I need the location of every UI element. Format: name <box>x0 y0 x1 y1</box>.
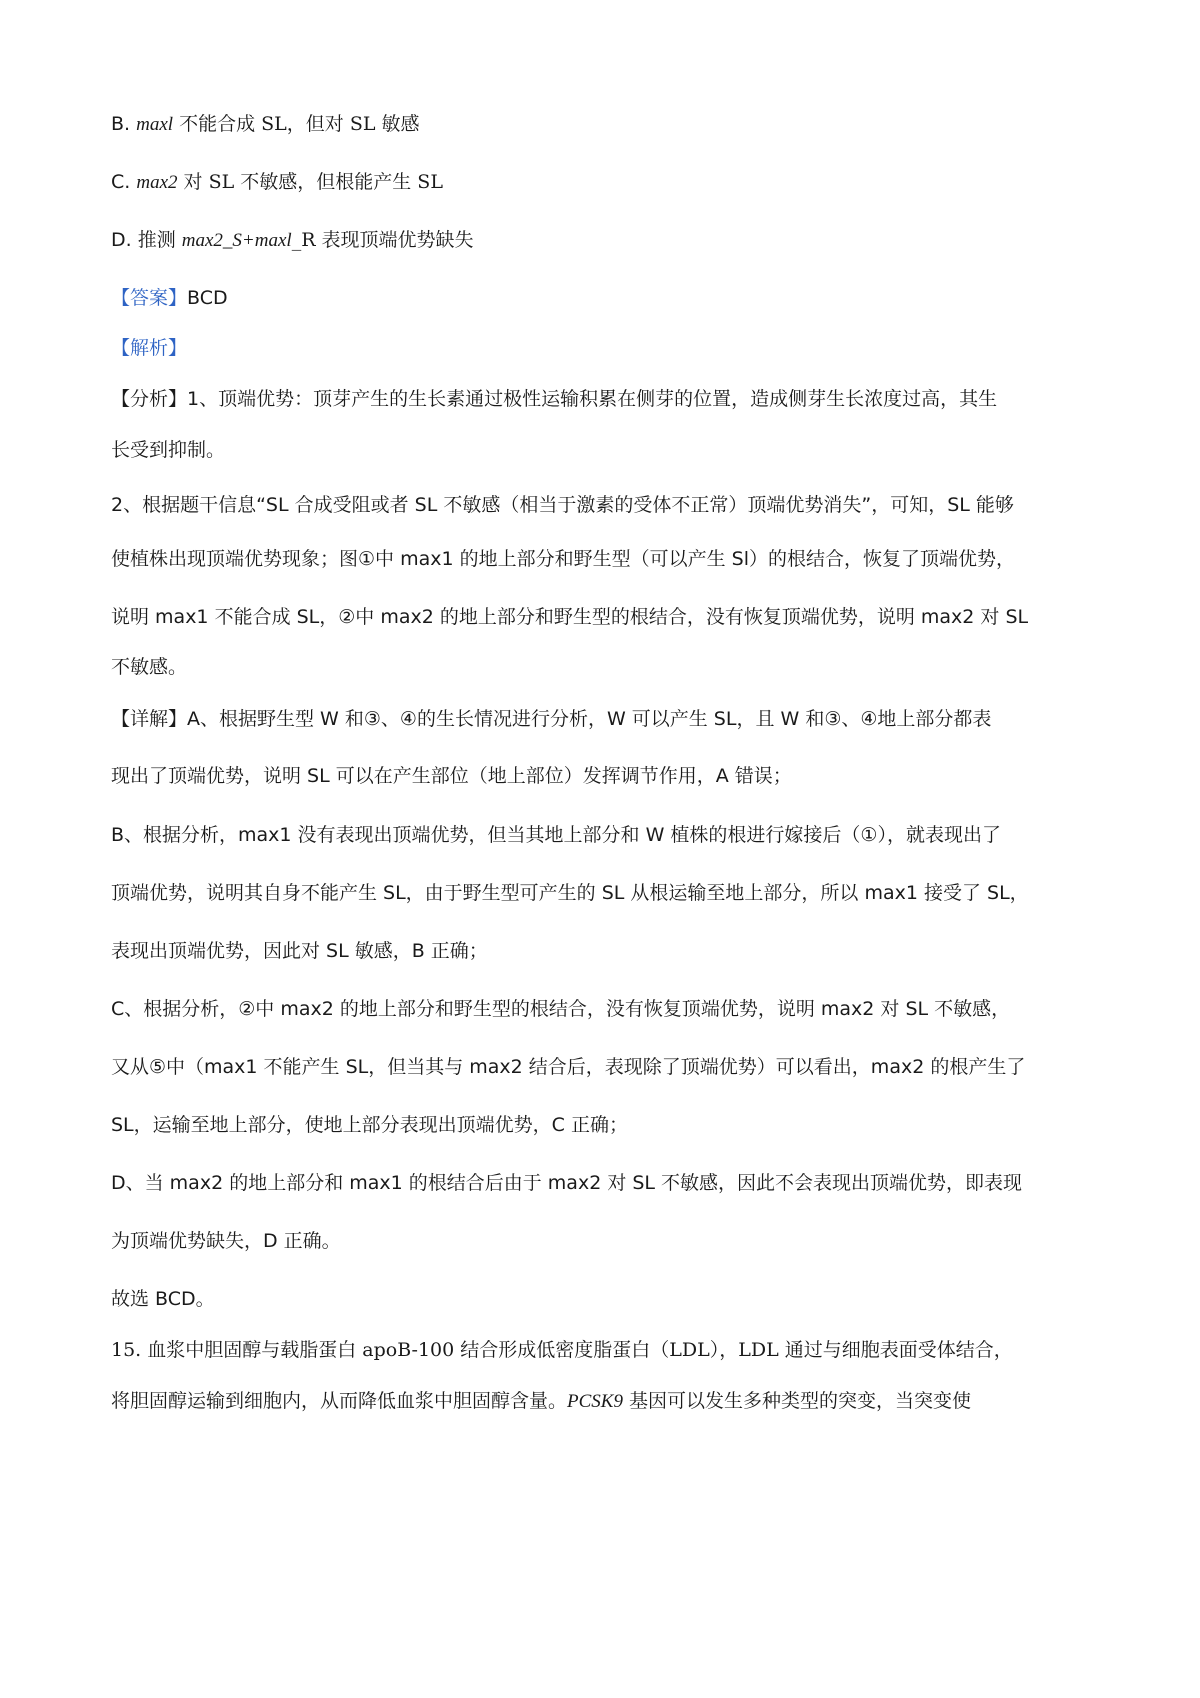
fenxi-line-4 <box>111 545 1111 573</box>
xiangjie-c-line3: SL，运输至地上部分，使地上部分表现出顶端优势，C 正确； <box>111 1114 628 1136</box>
xiangjie-head: 【详解】 <box>111 708 188 730</box>
option-d-text: _R 表现顶端优势缺失 <box>291 229 474 251</box>
xiangjie-line-5 <box>111 937 1111 965</box>
xiangjie-b-line3: 表现出顶端优势，因此对 SL 敏感，B 正确； <box>111 940 488 962</box>
fenxi-line-5 <box>111 603 1111 631</box>
xiangjie-line-9 <box>111 1169 1111 1197</box>
option-d-prefix: D. <box>111 229 138 251</box>
q15-gene-name: PCSK9 <box>567 1391 623 1412</box>
option-d-pre: 推测 <box>137 229 182 251</box>
xiangjie-b-line2: 顶端优势，说明其自身不能产生 SL，由于野生型可产生的 SL 从根运输至地上部分，所以 max1 接受了 SL， <box>111 882 1029 904</box>
xiangjie-d-line2: 为顶端优势缺失，D 正确。 <box>111 1230 341 1252</box>
xiangjie-line-2 <box>111 762 1111 790</box>
xiangjie-line-8 <box>111 1111 1111 1139</box>
xiangjie-line-4 <box>111 879 1111 907</box>
q15-line-1 <box>111 1336 1111 1364</box>
q15-line2-post: 基因可以发生多种类型的突变，当突变使 <box>622 1390 972 1412</box>
fenxi-line-2 <box>111 436 1111 464</box>
xiangjie-d-line1: D、当 max2 的地上部分和 max1 的根结合后由于 max2 对 SL 不敏感，因此不会表现出顶端优势，即表现 <box>111 1172 1023 1194</box>
xiangjie-line-7 <box>111 1053 1111 1081</box>
xiangjie-line-6 <box>111 995 1111 1023</box>
fenxi-line-3 <box>111 491 1111 519</box>
answer-tag: 【答案】 <box>111 287 188 309</box>
option-c-prefix: C. <box>111 171 137 193</box>
xiangjie-line-10 <box>111 1227 1111 1255</box>
answer-value: BCD <box>187 287 228 309</box>
analysis-line <box>111 334 1111 362</box>
xiangjie-c-line2: 又从⑤中（max1 不能产生 SL，但当其与 max2 结合后，表现除了顶端优势）可以看出，max2 的根产生了 <box>111 1056 1026 1078</box>
xiangjie-a-line1: A、根据野生型 W 和③、④的生长情况进行分析，W 可以产生 SL，且 W 和③、④地上部分都表 <box>187 708 992 730</box>
q15-line-2 <box>111 1387 1111 1416</box>
q15-line2-pre: 将胆固醇运输到细胞内，从而降低血浆中胆固醇含量。 <box>111 1390 568 1412</box>
fenxi-p2-line1: 2、根据题干信息“SL 合成受阻或者 SL 不敏感（相当于激素的受体不正常）顶端优势消失”，可知，SL 能够 <box>111 494 1014 516</box>
fenxi-p1-line2: 长受到抑制。 <box>111 439 226 461</box>
fenxi-p2-line3: 说明 max1 不能合成 SL，②中 max2 的地上部分和野生型的根结合，没有恢复顶端优势，说明 max2 对 SL <box>111 606 1029 628</box>
conclusion-line <box>111 1285 1111 1313</box>
option-c-italic: max2 <box>136 172 178 193</box>
fenxi-p2-line4: 不敏感。 <box>111 656 188 678</box>
fenxi-line-1 <box>111 385 1111 413</box>
fenxi-p1-line1: 1、顶端优势：顶芽产生的生长素通过极性运输积累在侧芽的位置，造成侧芽生长浓度过高，其生 <box>187 388 998 410</box>
option-c-text: 对 SL 不敏感，但根能产生 SL <box>177 171 443 193</box>
option-b-italic: maxl <box>136 114 174 135</box>
option-b <box>111 110 1111 139</box>
xiangjie-line-3 <box>111 821 1111 849</box>
xiangjie-a-line2: 现出了顶端优势，说明 SL 可以在产生部位（地上部位）发挥调节作用，A 错误； <box>111 765 792 787</box>
xiangjie-b-line1: B、根据分析，max1 没有表现出顶端优势，但当其地上部分和 W 植株的根进行嫁接后（①），就表现出了 <box>111 824 1001 846</box>
answer-line <box>111 284 1111 312</box>
option-d-italic: max2_S+maxl <box>181 230 292 251</box>
option-b-prefix: B. <box>111 113 137 135</box>
fenxi-head: 【分析】 <box>111 388 188 410</box>
option-c <box>111 168 1111 197</box>
analysis-tag: 【解析】 <box>111 337 188 359</box>
xiangjie-c-line1: C、根据分析，②中 max2 的地上部分和野生型的根结合，没有恢复顶端优势，说明 max2 对 SL 不敏感， <box>111 998 1011 1020</box>
q15-line1: 15. 血浆中胆固醇与载脂蛋白 apoB-100 结合形成低密度脂蛋白（LDL），LDL 通过与细胞表面受体结合， <box>111 1339 1013 1361</box>
xiangjie-line-1 <box>111 705 1111 733</box>
option-b-text: 不能合成 SL，但对 SL 敏感 <box>173 113 420 135</box>
xiangjie-conclusion: 故选 BCD。 <box>111 1288 215 1310</box>
option-d <box>111 226 1111 255</box>
fenxi-line-6 <box>111 653 1111 681</box>
fenxi-p2-line2: 使植株出现顶端优势现象；图①中 max1 的地上部分和野生型（可以产生 Sl）的根结合，恢复了顶端优势， <box>111 548 1015 570</box>
